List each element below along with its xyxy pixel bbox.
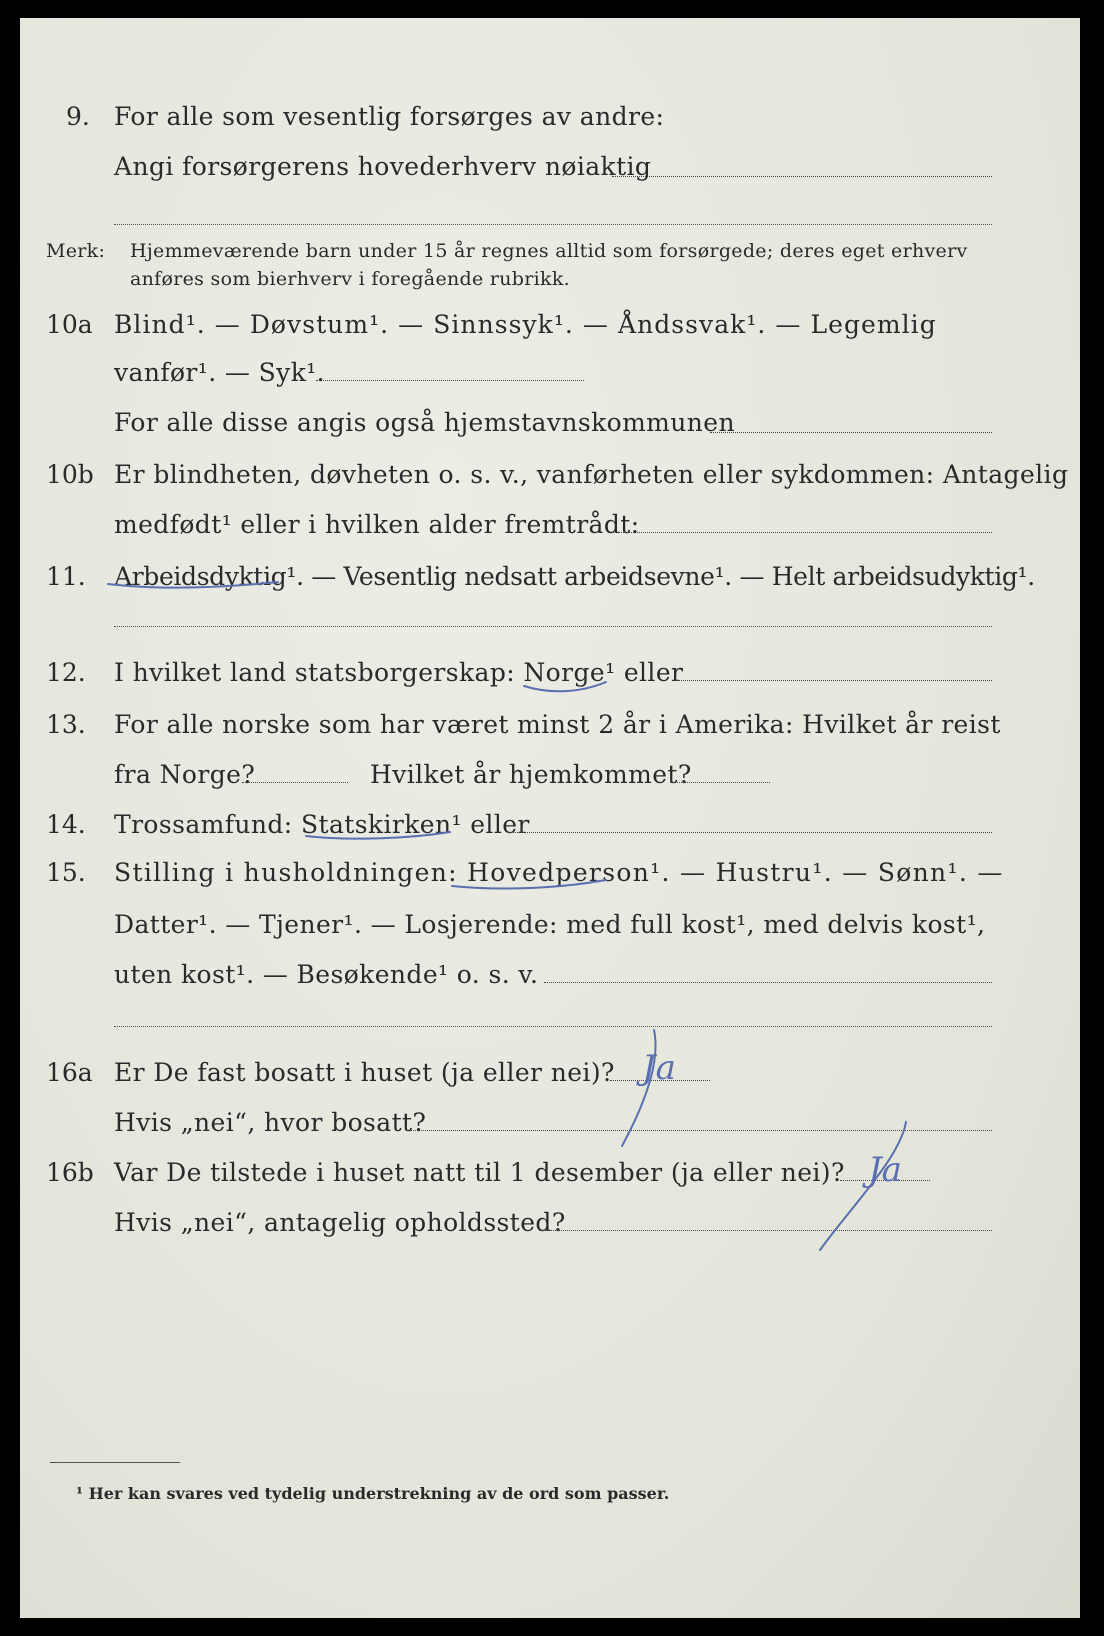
q10a-line3: For alle disse angis også hjemstavnskommunen (114, 408, 735, 437)
q16b-handwritten-answer: Ja (868, 1150, 902, 1190)
q10a-line2: vanfør¹. — Syk¹. (114, 358, 326, 387)
merk-line1: Hjemmeværende barn under 15 år regnes alltid som forsørgede; deres eget erhverv (130, 240, 968, 262)
q14-line1: Trossamfund: Statskirken¹ eller (114, 810, 530, 839)
q15-answer-line2[interactable] (114, 1024, 992, 1027)
q9-answer-line[interactable] (612, 174, 992, 177)
q15-line1: Stilling i husholdningen: Hovedperson¹. — Hustru¹. — Sønn¹. — (114, 858, 1004, 887)
q16b-line1: Var De tilstede i huset natt til 1 desember (ja eller nei)? (114, 1158, 845, 1187)
q16a-line2: Hvis „nei“, hvor bosatt? (114, 1108, 427, 1137)
q11-line1: Arbeidsdyktig¹. — Vesentlig nedsatt arbeidsevne¹. — Helt arbeidsudyktig¹. (114, 562, 1035, 591)
q10b-number: 10b (46, 460, 94, 489)
q11-number: 11. (46, 562, 86, 591)
q15-line3: uten kost¹. — Besøkende¹ o. s. v. (114, 960, 539, 989)
q15-answer-line[interactable] (544, 980, 992, 983)
q10b-line2: medfødt¹ eller i hvilken alder fremtrådt: (114, 510, 640, 539)
q15-line2: Datter¹. — Tjener¹. — Losjerende: med full kost¹, med delvis kost¹, (114, 910, 986, 939)
footnote-divider (50, 1462, 180, 1463)
q12-number: 12. (46, 658, 86, 687)
q13-line2a: fra Norge? (114, 760, 256, 789)
q13-hjemkommet-line[interactable] (670, 780, 770, 783)
q9-line2: Angi forsørgerens hovederhverv nøiaktig (114, 152, 652, 181)
q9-answer-line2[interactable] (114, 222, 992, 225)
q10b-answer-line[interactable] (612, 530, 992, 533)
q13-line1: For alle norske som har været minst 2 år i Amerika: Hvilket år reist (114, 710, 1001, 739)
q10a-number: 10a (46, 310, 93, 339)
q13-number: 13. (46, 710, 86, 739)
q10a-hjemstavn-line[interactable] (710, 430, 992, 433)
q13-reist-line[interactable] (242, 780, 348, 783)
q16b-number: 16b (46, 1158, 94, 1187)
q16a-answer-line[interactable] (610, 1078, 710, 1081)
q13-line2b: Hvilket år hjemkommet? (370, 760, 692, 789)
merk-label: Merk: (46, 240, 106, 262)
q16a-bosatt-line[interactable] (410, 1128, 992, 1131)
q15-number: 15. (46, 858, 86, 887)
q10b-line1: Er blindheten, døvheten o. s. v., vanførheten eller sykdommen: Antagelig (114, 460, 1069, 489)
q16b-opholdssted-line[interactable] (540, 1228, 992, 1231)
census-form-page (20, 18, 1080, 1618)
q11-answer-line[interactable] (114, 624, 992, 627)
q16b-line2: Hvis „nei“, antagelig opholdssted? (114, 1208, 566, 1237)
q12-line1: I hvilket land statsborgerskap: Norge¹ eller (114, 658, 684, 687)
merk-line2: anføres som bierhverv i foregående rubrikk. (130, 268, 570, 290)
q14-number: 14. (46, 810, 86, 839)
q16a-number: 16a (46, 1058, 93, 1087)
q10a-syk-line[interactable] (316, 378, 584, 381)
q10a-line1: Blind¹. — Døvstum¹. — Sinnssyk¹. — Åndssvak¹. — Legemlig (114, 310, 937, 339)
q16a-line1: Er De fast bosatt i huset (ja eller nei)? (114, 1058, 615, 1087)
q14-answer-line[interactable] (508, 830, 992, 833)
q9-number: 9. (66, 102, 90, 131)
q16a-handwritten-answer: Ja (642, 1048, 676, 1088)
footnote-text: ¹ Her kan svares ved tydelig understrekning av de ord som passer. (76, 1484, 670, 1503)
q16b-answer-line[interactable] (840, 1178, 930, 1181)
q9-line1: For alle som vesentlig forsørges av andre: (114, 102, 665, 131)
q12-answer-line[interactable] (676, 678, 992, 681)
